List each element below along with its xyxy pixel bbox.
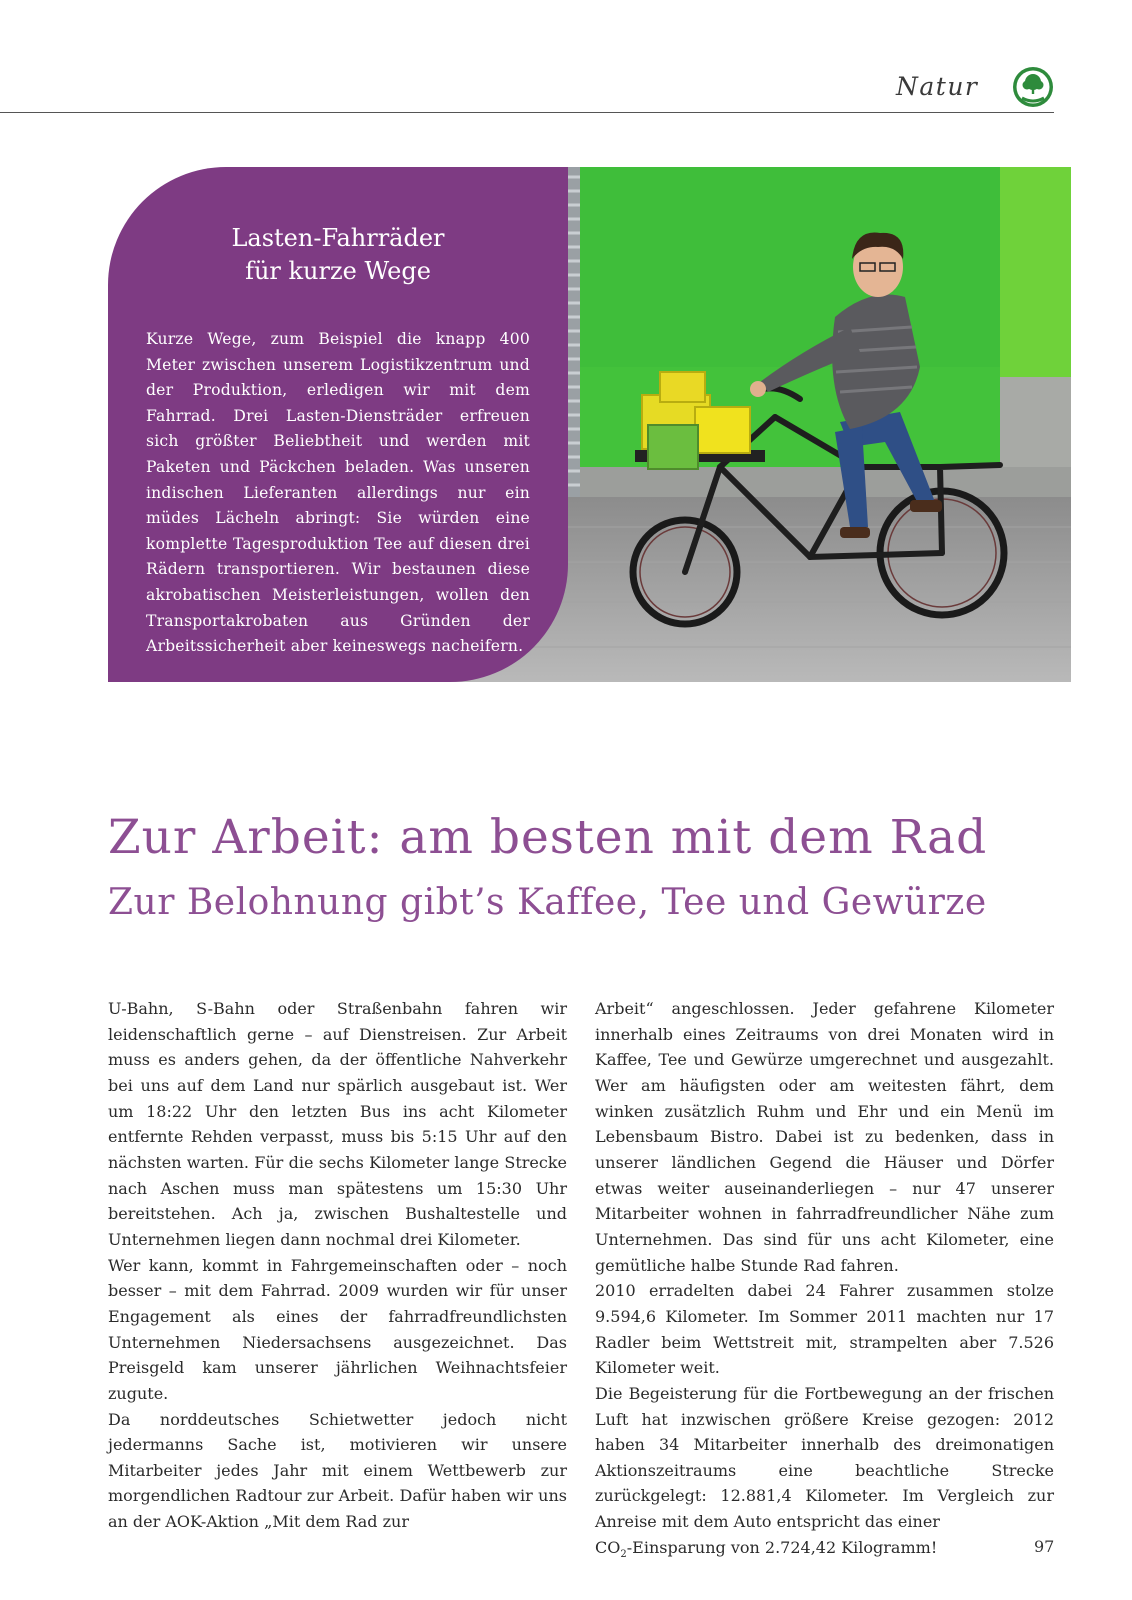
lebensbaum-logo-icon — [1012, 66, 1054, 108]
paragraph: Die Begeisterung für die Fortbewegung an der frischen Luft hat inzwischen größere Kreise gezogen: 2012 haben 34 Mitarbeiter innerhalb des dreimonatigen Aktionszeitraums eine beachtliche Strecke zurückgelegt: 12.881,4 Kilometer. Im Vergleich zur Anreise mit dem Auto entspricht das einer — [595, 1383, 1054, 1532]
co2-suffix: -Einsparung von 2.724,42 Kilogramm! — [626, 1537, 938, 1557]
article-column-right — [595, 996, 1054, 1560]
infobox-title — [108, 222, 568, 288]
co2-subscript: 2 — [620, 1548, 627, 1560]
paragraph: 2010 erradelten dabei 24 Fahrer zusammen stolze 9.594,6 Kilometer. Im Sommer 2011 machten nur 17 Radler beim Wettstreit mit, strampelten aber 7.526 Kilometer weit. — [595, 1281, 1054, 1378]
paragraph: Wer kann, kommt in Fahrgemeinschaften oder – noch besser – mit dem Fahrrad. 2009 wurden wir für unser Engagement als eines der fahrradfreundlichsten Unternehmen Niedersachsens ausgezeichnet. Das Preisgeld kam unserer jährlichen Weihnachtsfeier zugute. — [108, 1255, 567, 1403]
infobox-title-line1: Lasten-Fahrräder — [231, 224, 445, 252]
paragraph: Da norddeutsches Schietwetter jedoch nicht jedermanns Sache ist, motivieren wir unsere Mitarbeiter jedes Jahr mit einem Wettbewerb zur morgendlichen Radtour zur Arbeit. Dafür haben wir uns an der AOK-Aktion „Mit dem Rad zur — [108, 1409, 567, 1532]
article-subtitle: Zur Belohnung gibt’s Kaffee, Tee und Gewürze — [108, 882, 987, 923]
page-number: 97 — [1034, 1537, 1055, 1556]
co2-prefix: CO — [595, 1537, 621, 1557]
co2-line — [595, 1535, 1054, 1561]
article-column-left — [108, 996, 567, 1535]
infobox-cargo-bikes — [108, 167, 568, 682]
infobox-title-line2: für kurze Wege — [245, 257, 431, 285]
section-label: Natur — [896, 72, 979, 101]
paragraph: Arbeit“ angeschlossen. Jeder gefahrene Kilometer innerhalb eines Zeitraums von drei Monaten wird in Kaffee, Tee und Gewürze umgerechnet und ausgezahlt. Wer am häufigsten oder am weitesten fährt, dem winken zusätzlich Ruhm und Ehr und ein Menü im Lebensbaum Bistro. Dabei ist zu bedenken, dass in unserer ländlichen Gegend die Häuser und Dörfer etwas weiter auseinanderliegen – nur 47 unserer Mitarbeiter wohnen in fahrradfreundlicher Nähe zum Unternehmen. Das sind für uns acht Kilometer, eine gemütliche halbe Stunde Rad fahren. — [595, 999, 1054, 1275]
header-rule — [0, 112, 1054, 113]
infobox-body: Kurze Wege, zum Beispiel die knapp 400 Meter zwischen unserem Logistikzentrum und der Produktion, erledigen wir mit dem Fahrrad. Drei Lasten-Diensträder erfreuen sich größter Beliebtheit und werden mit Paketen und Päckchen beladen. Was unseren indischen Lieferanten allerdings nur ein müdes Lächeln abringt: Sie würden eine komplette Tagesproduktion Tee auf diesen drei Rädern transportieren. Wir bestaunen diese akrobatischen Meisterleistungen, wollen den Transportakrobaten aus Gründen der Arbeitssicherheit aber keineswegs nacheifern. — [146, 330, 530, 656]
article-title: Zur Arbeit: am besten mit dem Rad — [108, 810, 988, 865]
paragraph: U-Bahn, S-Bahn oder Straßenbahn fahren wir leidenschaftlich gerne – auf Dienstreisen. Zur Arbeit muss es anders gehen, da der öffentliche Nahverkehr bei uns auf dem Land nur spärlich ausgebaut ist. Wer um 18:22 Uhr den letzten Bus ins acht Kilometer entfernte Rehden verpasst, muss bis 5:15 Uhr auf den nächsten warten. Für die sechs Kilometer lange Strecke nach Aschen muss man spätestens um 15:30 Uhr bereitstehen. Ach ja, zwischen Bushaltestelle und Unternehmen liegen dann nochmal drei Kilometer. — [108, 999, 567, 1249]
